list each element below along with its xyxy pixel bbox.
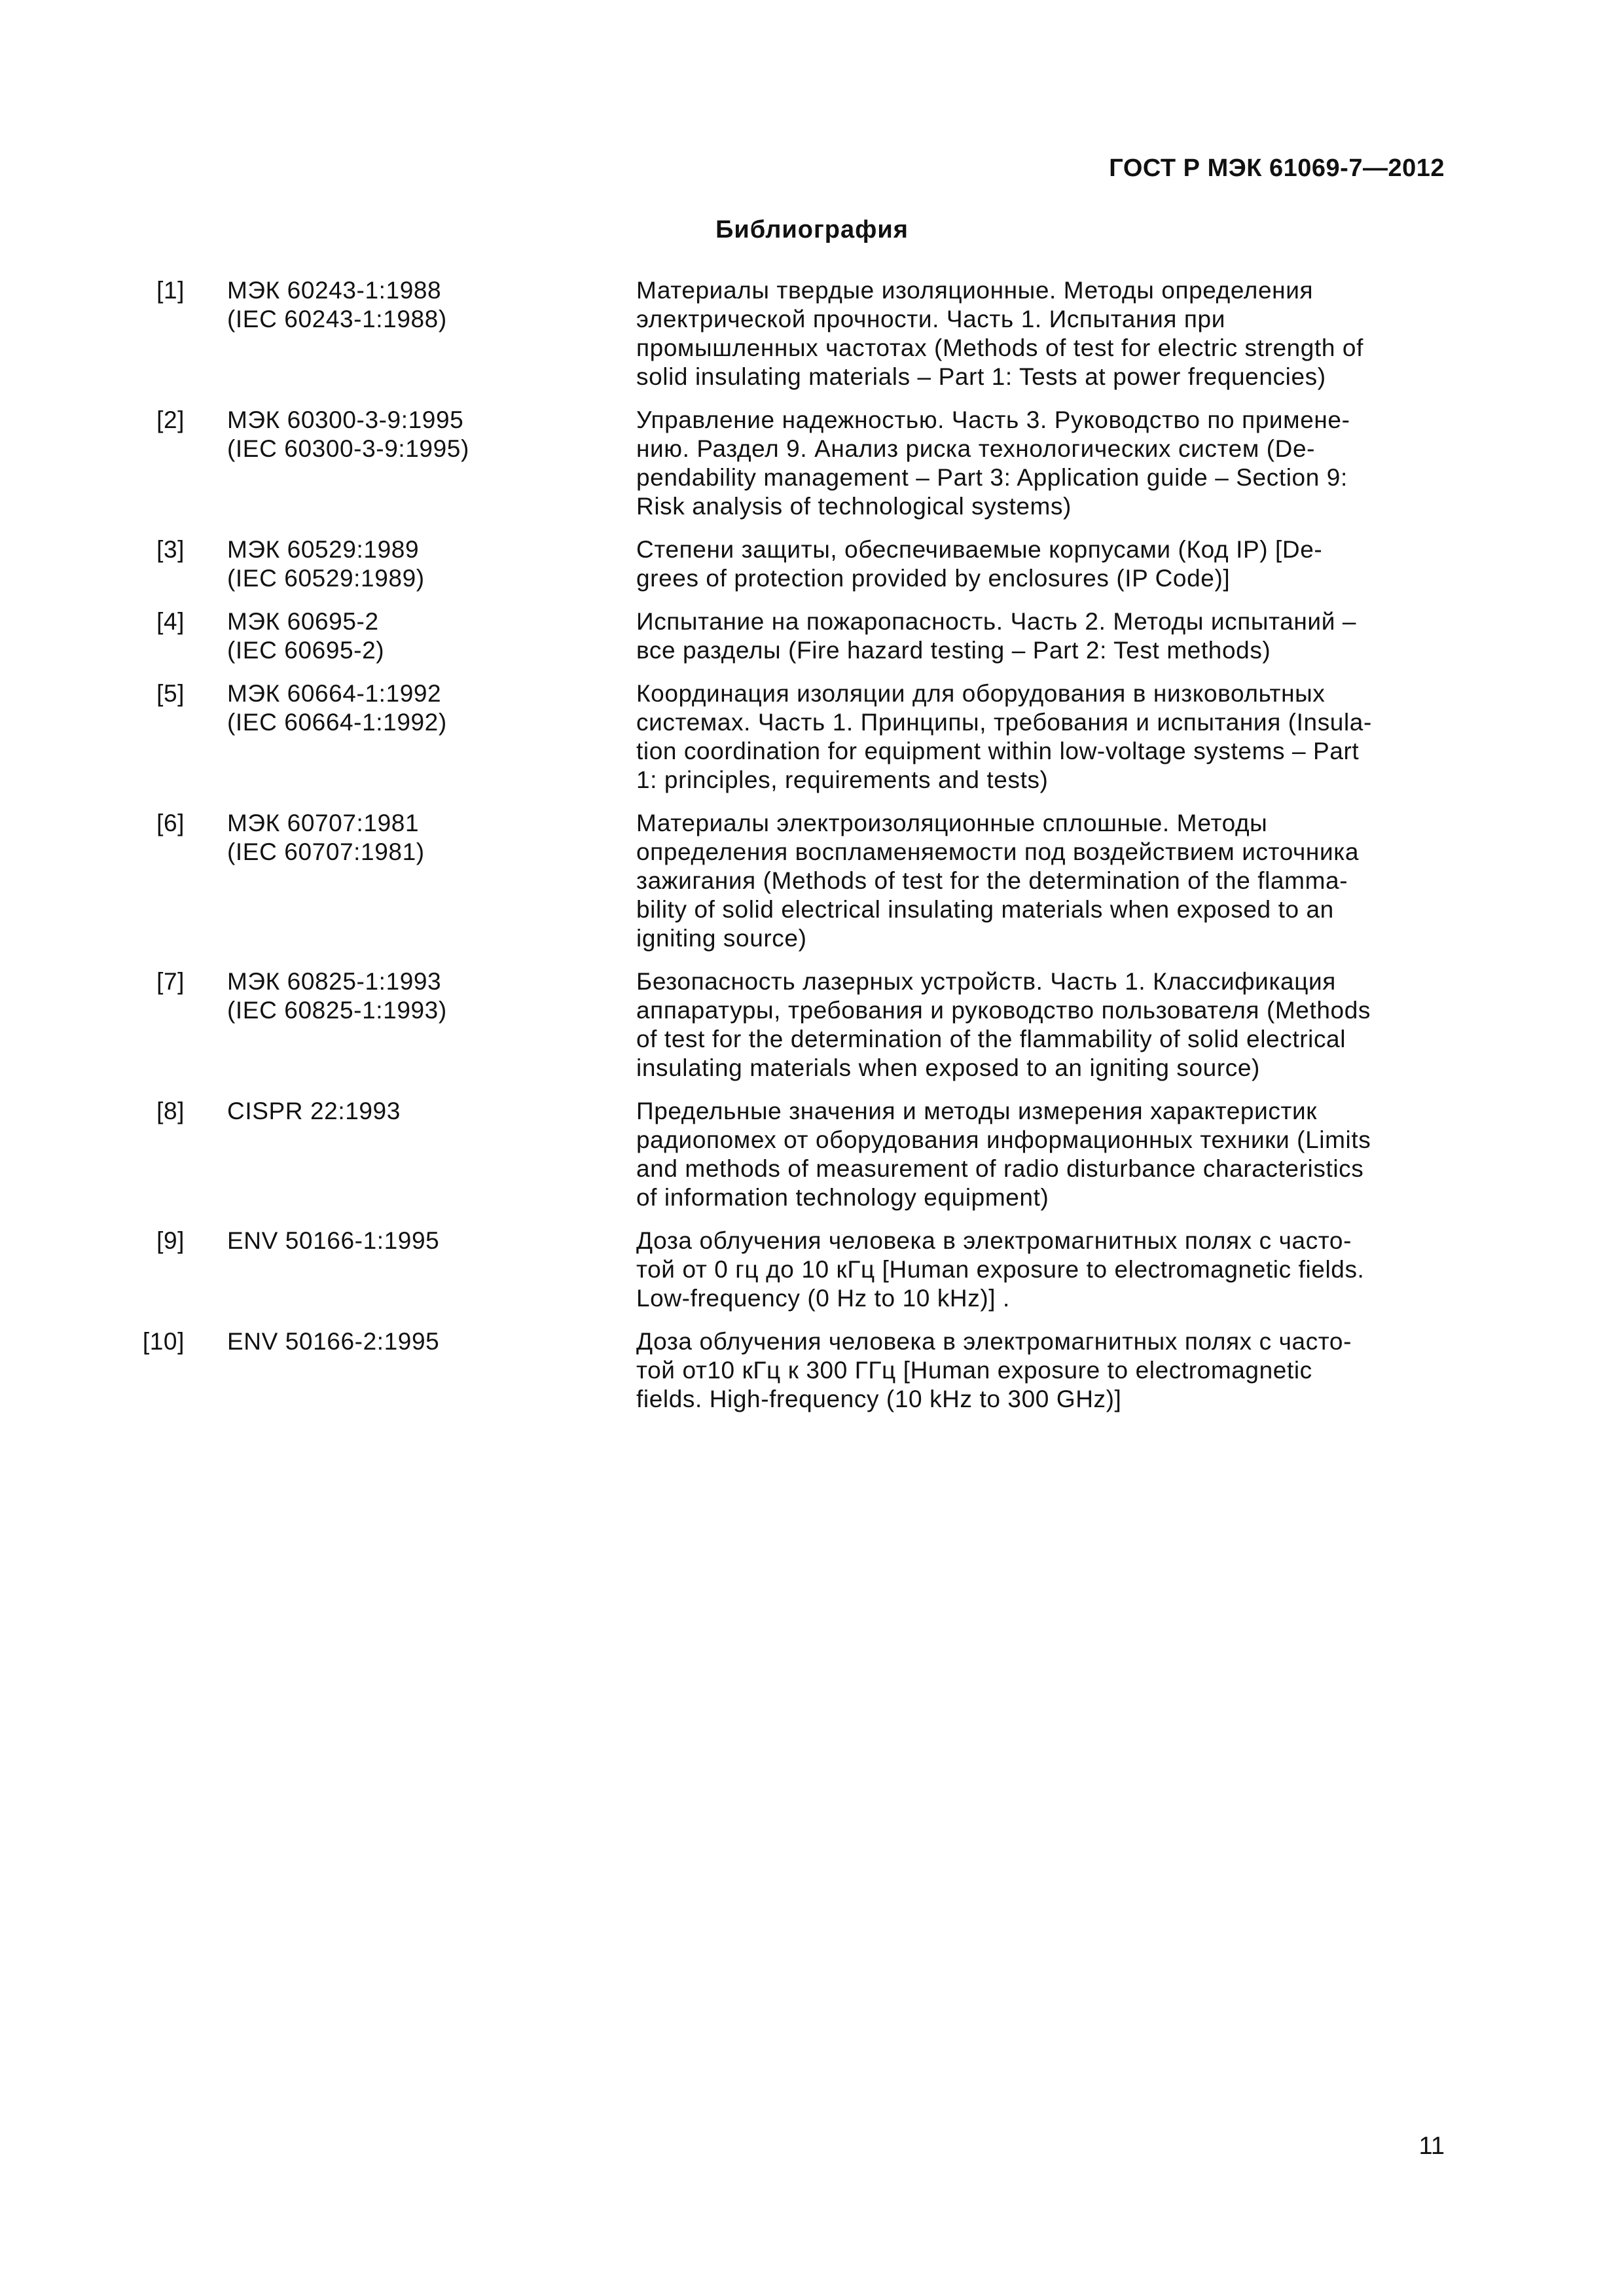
entry-description (636, 967, 1447, 1083)
bibliography-entry (131, 406, 1447, 521)
description-line: радиопомех от оборудования информационных техники (Limits (636, 1126, 1371, 1153)
entry-standard (227, 1327, 597, 1356)
description-line: Степени защиты, обеспечиваемые корпусами (Код IP) [De- (636, 536, 1323, 563)
page-number: 11 (1418, 2132, 1445, 2160)
description-line: Предельные значения и методы измерения характеристик (636, 1098, 1318, 1124)
description-line: Координация изоляции для оборудования в низковольтных (636, 680, 1326, 707)
standard-line: (IEC 60529:1989) (227, 565, 425, 592)
description-line: grees of protection provided by enclosures (IP Code)] (636, 565, 1231, 592)
description-line: Доза облучения человека в электромагнитных полях с часто- (636, 1328, 1352, 1355)
description-line: and methods of measurement of radio disturbance characteristics (636, 1155, 1364, 1182)
bibliography-entry (131, 967, 1447, 1083)
bibliography-list (131, 276, 1447, 1428)
standard-line: МЭК 60243-1:1988 (227, 277, 442, 304)
entry-standard (227, 406, 597, 463)
description-line: аппаратуры, требования и руководство пользователя (Methods (636, 997, 1371, 1024)
description-line: fields. High-frequency (10 kHz to 300 GHz)] (636, 1386, 1122, 1412)
entry-number: [10] (142, 1328, 185, 1355)
document-code: ГОСТ Р МЭК 61069-7—2012 (1109, 154, 1445, 182)
entry-standard (227, 607, 597, 665)
description-line: igniting source) (636, 925, 807, 952)
entry-description (636, 1097, 1447, 1212)
description-line: of test for the determination of the flammability of solid electrical (636, 1026, 1346, 1052)
description-line: системах. Часть 1. Принципы, требования и испытания (Insula- (636, 709, 1372, 736)
standard-line: МЭК 60707:1981 (227, 810, 420, 836)
bibliography-entry (131, 276, 1447, 391)
description-line: зажигания (Methods of test for the determination of the flamma- (636, 867, 1348, 894)
entry-description (636, 607, 1447, 665)
entry-description (636, 535, 1447, 593)
entry-description (636, 809, 1447, 953)
entry-number: [2] (156, 406, 185, 433)
description-line: Доза облучения человека в электромагнитных полях с часто- (636, 1227, 1352, 1254)
standard-line: МЭК 60695-2 (227, 608, 379, 635)
entry-description (636, 1327, 1447, 1414)
description-line: pendability management – Part 3: Application guide – Section 9: (636, 464, 1348, 491)
bibliography-entry (131, 607, 1447, 665)
description-line: 1: principles, requirements and tests) (636, 766, 1049, 793)
entry-number: [9] (156, 1227, 185, 1254)
bibliography-entry (131, 1327, 1447, 1414)
entry-number: [4] (156, 608, 185, 635)
description-line: той от10 кГц к 300 ГГц [Human exposure to electromagnetic (636, 1357, 1312, 1384)
description-line: Материалы твердые изоляционные. Методы определения (636, 277, 1314, 304)
standard-line: ENV 50166-1:1995 (227, 1227, 440, 1254)
standard-line: ENV 50166-2:1995 (227, 1328, 440, 1355)
description-line: insulating materials when exposed to an igniting source) (636, 1054, 1260, 1081)
standard-line: МЭК 60529:1989 (227, 536, 420, 563)
standard-line: CISPR 22:1993 (227, 1098, 401, 1124)
entry-description (636, 276, 1447, 391)
entry-standard (227, 967, 597, 1025)
description-line: Безопасность лазерных устройств. Часть 1. Классификация (636, 968, 1336, 995)
description-line: Испытание на пожаропасность. Часть 2. Методы испытаний – (636, 608, 1357, 635)
entry-standard (227, 1097, 597, 1126)
description-line: электрической прочности. Часть 1. Испытания при (636, 306, 1225, 332)
entry-standard (227, 1227, 597, 1255)
description-line: bility of solid electrical insulating materials when exposed to an (636, 896, 1334, 923)
description-line: Low-frequency (0 Hz to 10 kHz)] . (636, 1285, 1010, 1312)
entry-number: [3] (156, 536, 185, 563)
standard-line: МЭК 60664-1:1992 (227, 680, 442, 707)
description-line: Risk analysis of technological systems) (636, 493, 1072, 520)
entry-number: [5] (156, 680, 185, 707)
entry-number: [8] (156, 1098, 185, 1124)
description-line: определения воспламеняемости под воздействием источника (636, 838, 1360, 865)
standard-line: (IEC 60825-1:1993) (227, 997, 447, 1024)
entry-standard (227, 535, 597, 593)
bibliography-title: Библиография (715, 216, 909, 243)
bibliography-entry (131, 1097, 1447, 1212)
standard-line: МЭК 60300-3-9:1995 (227, 406, 464, 433)
bibliography-entry (131, 535, 1447, 593)
entry-description (636, 406, 1447, 521)
entry-number: [1] (156, 277, 185, 304)
bibliography-entry (131, 679, 1447, 795)
description-line: of information technology equipment) (636, 1184, 1049, 1211)
bibliography-entry (131, 809, 1447, 953)
entry-standard (227, 809, 597, 867)
standard-line: (IEC 60243-1:1988) (227, 306, 447, 332)
standard-line: МЭК 60825-1:1993 (227, 968, 442, 995)
description-line: промышленных частотах (Methods of test for electric strength of (636, 334, 1363, 361)
standard-line: (IEC 60300-3-9:1995) (227, 435, 469, 462)
standard-line: (IEC 60707:1981) (227, 838, 425, 865)
description-line: той от 0 гц до 10 кГц [Human exposure to electromagnetic fields. (636, 1256, 1365, 1283)
bibliography-entry (131, 1227, 1447, 1313)
description-line: Материалы электроизоляционные сплошные. Методы (636, 810, 1268, 836)
description-line: Управление надежностью. Часть 3. Руководство по примене- (636, 406, 1350, 433)
entry-number: [6] (156, 810, 185, 836)
standard-line: (IEC 60695-2) (227, 637, 385, 664)
description-line: solid insulating materials – Part 1: Tests at power frequencies) (636, 363, 1326, 390)
entry-standard (227, 276, 597, 334)
description-line: все разделы (Fire hazard testing – Part 2: Test methods) (636, 637, 1271, 664)
entry-description (636, 1227, 1447, 1313)
description-line: tion coordination for equipment within low-voltage systems – Part (636, 738, 1360, 764)
entry-number: [7] (156, 968, 185, 995)
description-line: нию. Раздел 9. Анализ риска технологических систем (De- (636, 435, 1316, 462)
entry-standard (227, 679, 597, 737)
standard-line: (IEC 60664-1:1992) (227, 709, 447, 736)
entry-description (636, 679, 1447, 795)
